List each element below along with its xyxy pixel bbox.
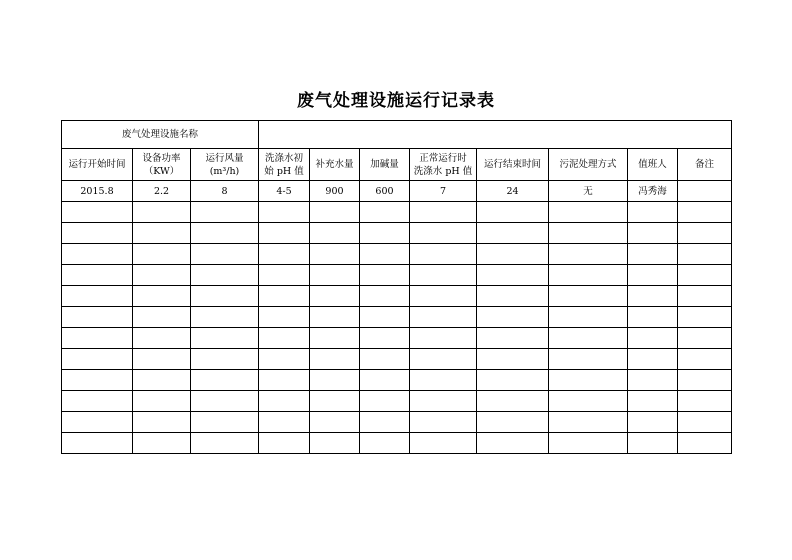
table-cell[interactable] (410, 412, 477, 433)
table-cell[interactable] (191, 370, 259, 391)
table-row (62, 412, 732, 433)
table-cell[interactable] (62, 412, 133, 433)
table-cell[interactable] (360, 307, 410, 328)
column-header (410, 149, 477, 181)
table-cell[interactable] (259, 223, 310, 244)
table-cell[interactable] (678, 391, 732, 412)
table-cell[interactable] (628, 391, 678, 412)
table-cell[interactable] (410, 307, 477, 328)
table-cell[interactable] (549, 265, 628, 286)
table-row (62, 202, 732, 223)
table-row (62, 370, 732, 391)
table-cell[interactable] (360, 328, 410, 349)
column-header (678, 149, 732, 181)
table-row (62, 391, 732, 412)
table-row (62, 286, 732, 307)
table-cell[interactable] (62, 433, 133, 454)
column-header (549, 149, 628, 181)
table-cell[interactable] (477, 391, 549, 412)
table-cell[interactable] (310, 223, 360, 244)
column-header-line1: 运行风量 (205, 152, 244, 164)
table-cell[interactable]: 冯秀海 (628, 181, 678, 202)
table-row (62, 328, 732, 349)
table-cell[interactable] (191, 391, 259, 412)
table-cell[interactable] (628, 223, 678, 244)
table-cell[interactable] (310, 391, 360, 412)
table-cell[interactable] (62, 202, 133, 223)
table-cell[interactable] (477, 307, 549, 328)
table-cell[interactable] (191, 328, 259, 349)
table-row (62, 223, 732, 244)
table-cell[interactable] (477, 202, 549, 223)
table-cell[interactable]: 7 (410, 181, 477, 202)
table-cell[interactable] (477, 223, 549, 244)
table-cell[interactable] (62, 286, 133, 307)
table-cell[interactable] (549, 349, 628, 370)
table-cell[interactable] (310, 433, 360, 454)
table-row (62, 349, 732, 370)
table-cell[interactable] (310, 244, 360, 265)
table-cell[interactable] (310, 265, 360, 286)
column-header (259, 149, 310, 181)
table-cell[interactable] (62, 328, 133, 349)
table-cell[interactable] (191, 202, 259, 223)
table-cell[interactable] (410, 265, 477, 286)
table-cell[interactable] (191, 349, 259, 370)
table-row (62, 433, 732, 454)
column-header (133, 149, 191, 181)
table-cell[interactable] (310, 286, 360, 307)
table-cell[interactable] (133, 202, 191, 223)
table-cell[interactable] (133, 244, 191, 265)
table-cell[interactable] (310, 202, 360, 223)
table-cell[interactable] (259, 244, 310, 265)
table-cell[interactable] (360, 412, 410, 433)
table-row (62, 307, 732, 328)
column-header-line1: 补充水量 (315, 159, 354, 170)
table-cell[interactable]: 24 (477, 181, 549, 202)
table-row (62, 265, 732, 286)
table-cell[interactable] (678, 202, 732, 223)
table-cell[interactable] (259, 286, 310, 307)
table-cell[interactable] (62, 307, 133, 328)
table-cell[interactable] (628, 286, 678, 307)
table-cell[interactable]: 无 (549, 181, 628, 202)
column-header (191, 149, 259, 181)
table-row (62, 244, 732, 265)
column-header-line1: 运行结束时间 (483, 159, 541, 170)
table-cell[interactable] (678, 265, 732, 286)
table-cell[interactable] (191, 307, 259, 328)
table-cell[interactable] (191, 265, 259, 286)
table-cell[interactable] (133, 328, 191, 349)
table-cell[interactable] (259, 328, 310, 349)
column-header-line1: 加碱量 (370, 159, 399, 170)
table-cell[interactable] (259, 433, 310, 454)
column-header-line1: 值班人 (638, 159, 667, 170)
table-cell[interactable] (133, 286, 191, 307)
table-cell[interactable] (133, 391, 191, 412)
table-cell[interactable] (628, 202, 678, 223)
table-cell[interactable] (259, 370, 310, 391)
table-cell[interactable] (678, 223, 732, 244)
table-cell[interactable] (360, 349, 410, 370)
table-cell[interactable] (410, 433, 477, 454)
table-cell[interactable] (410, 349, 477, 370)
table-cell[interactable] (410, 244, 477, 265)
table-cell[interactable] (410, 202, 477, 223)
table-cell[interactable] (628, 265, 678, 286)
table-cell[interactable] (678, 307, 732, 328)
page-title: 废气处理设施运行记录表 (297, 91, 495, 111)
table-cell[interactable] (549, 433, 628, 454)
table-cell[interactable] (62, 244, 133, 265)
column-header-row (62, 149, 732, 181)
table-cell[interactable] (628, 433, 678, 454)
table-cell[interactable] (133, 433, 191, 454)
table-cell[interactable] (410, 223, 477, 244)
column-header-line2: 洗涤水 pH 值 (413, 165, 473, 177)
table-cell[interactable] (477, 244, 549, 265)
table-cell[interactable] (628, 370, 678, 391)
table-cell[interactable] (477, 328, 549, 349)
column-header (628, 149, 678, 181)
table-cell[interactable]: 2015.8 (62, 181, 133, 202)
column-header-line2: （KW） (143, 165, 180, 177)
table-cell[interactable] (549, 391, 628, 412)
table-row (62, 181, 732, 202)
table-cell[interactable] (678, 328, 732, 349)
table-cell[interactable] (133, 370, 191, 391)
table-cell[interactable] (410, 370, 477, 391)
column-header (477, 149, 549, 181)
table-cell[interactable] (133, 412, 191, 433)
table-cell[interactable] (549, 328, 628, 349)
table-cell[interactable] (191, 244, 259, 265)
table-cell[interactable] (133, 265, 191, 286)
table-cell[interactable] (360, 391, 410, 412)
table-cell[interactable] (310, 370, 360, 391)
table-cell[interactable]: 4-5 (259, 181, 310, 202)
record-table (61, 120, 732, 454)
table-cell[interactable] (410, 391, 477, 412)
table-cell[interactable] (360, 286, 410, 307)
column-header-line1: 正常运行时 (419, 152, 467, 164)
table-cell[interactable] (549, 223, 628, 244)
column-header-line2: (m³/h) (209, 165, 240, 177)
table-cell[interactable] (410, 328, 477, 349)
table-cell[interactable] (477, 265, 549, 286)
table-cell[interactable] (259, 265, 310, 286)
table-cell[interactable] (477, 412, 549, 433)
table-cell[interactable] (628, 307, 678, 328)
table-cell[interactable] (259, 391, 310, 412)
table-cell[interactable] (360, 223, 410, 244)
facility-name-label: 废气处理设施名称 (62, 121, 259, 149)
table-cell[interactable] (310, 412, 360, 433)
table-cell[interactable] (360, 202, 410, 223)
table-cell[interactable] (628, 244, 678, 265)
table-cell[interactable] (360, 265, 410, 286)
table-cell[interactable] (62, 370, 133, 391)
table-cell[interactable] (678, 244, 732, 265)
table-cell[interactable] (62, 391, 133, 412)
table-cell[interactable] (678, 412, 732, 433)
table-cell[interactable] (549, 202, 628, 223)
table-cell[interactable] (133, 349, 191, 370)
table-cell[interactable] (360, 433, 410, 454)
table-cell[interactable] (259, 349, 310, 370)
table-cell[interactable] (549, 412, 628, 433)
column-header (360, 149, 410, 181)
column-header-line2: 始 pH 值 (264, 165, 304, 177)
table-cell[interactable] (360, 244, 410, 265)
table-cell[interactable] (62, 223, 133, 244)
table-cell[interactable]: 8 (191, 181, 259, 202)
table-cell[interactable] (310, 349, 360, 370)
column-header (62, 149, 133, 181)
table-cell[interactable] (410, 286, 477, 307)
table-cell[interactable] (549, 307, 628, 328)
table-cell[interactable] (549, 244, 628, 265)
table-cell[interactable] (678, 433, 732, 454)
table-cell[interactable] (191, 433, 259, 454)
table-cell[interactable] (259, 202, 310, 223)
column-header-line1: 备注 (694, 159, 714, 170)
table-cell[interactable] (191, 223, 259, 244)
table-cell[interactable] (259, 307, 310, 328)
column-header-line1: 设备功率 (142, 152, 181, 164)
table-cell[interactable] (310, 307, 360, 328)
table-cell[interactable] (62, 265, 133, 286)
table-cell[interactable]: 2.2 (133, 181, 191, 202)
column-header (310, 149, 360, 181)
table-cell[interactable] (628, 412, 678, 433)
table-cell[interactable] (678, 181, 732, 202)
table-cell[interactable] (133, 307, 191, 328)
table-cell[interactable] (628, 349, 678, 370)
column-header-line1: 污泥处理方式 (559, 159, 617, 170)
table-cell[interactable] (310, 328, 360, 349)
column-header-line1: 运行开始时间 (68, 159, 126, 170)
table-cell[interactable] (678, 349, 732, 370)
table-cell[interactable] (628, 328, 678, 349)
table-cell[interactable] (62, 349, 133, 370)
table-cell[interactable] (133, 223, 191, 244)
table-cell[interactable]: 600 (360, 181, 410, 202)
column-header-line1: 洗涤水初 (264, 152, 303, 164)
table-cell[interactable] (477, 433, 549, 454)
table-cell[interactable] (549, 370, 628, 391)
table-cell[interactable] (477, 286, 549, 307)
table-cell[interactable]: 900 (310, 181, 360, 202)
table-cell[interactable] (678, 370, 732, 391)
table-cell[interactable] (191, 286, 259, 307)
table-cell[interactable] (477, 370, 549, 391)
table-cell[interactable] (549, 286, 628, 307)
facility-name-row (62, 121, 732, 149)
table-cell[interactable] (360, 370, 410, 391)
table-cell[interactable] (678, 286, 732, 307)
table-cell[interactable] (477, 349, 549, 370)
table-cell[interactable] (259, 412, 310, 433)
facility-name-value[interactable] (259, 121, 732, 149)
table-cell[interactable] (191, 412, 259, 433)
